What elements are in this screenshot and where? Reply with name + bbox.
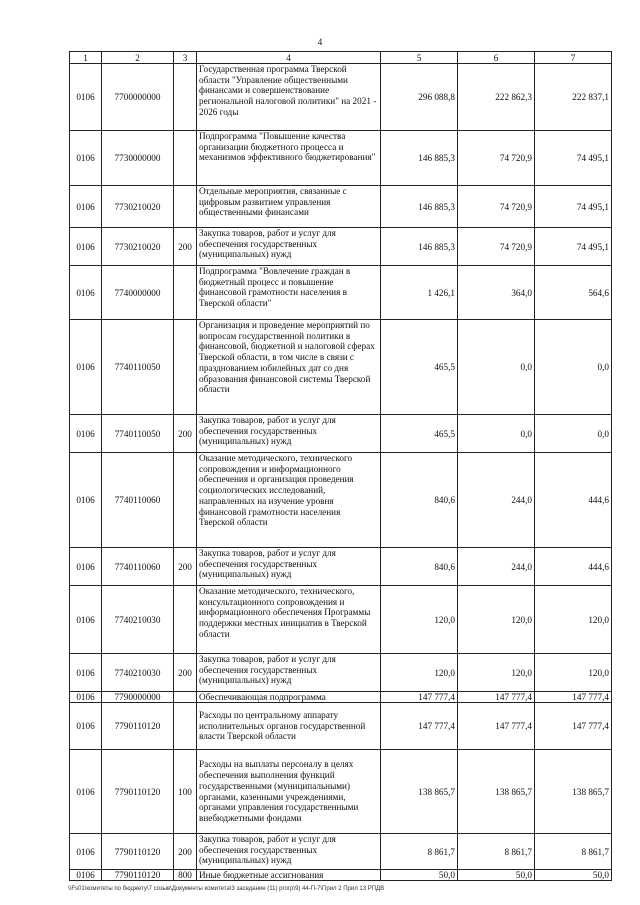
amount-col6: 364,0 bbox=[458, 266, 535, 320]
amount-col6: 74 720,9 bbox=[458, 228, 535, 266]
amount-col5: 146 885,3 bbox=[381, 131, 458, 186]
table-row bbox=[70, 64, 612, 131]
footer-file-path: \\Fs01\комитеты по бюджету\7 созыв\Документы комитета\3 заседание (11) ргогр\9) 44-П-7\Прил 2 Прил 13 РПДВ bbox=[68, 886, 385, 892]
expense-type bbox=[174, 266, 197, 320]
row-description: Закупка товаров, работ и услуг для обеспечения государственных (муниципальных) нужд bbox=[197, 654, 381, 692]
amount-col7: 74 495,1 bbox=[535, 186, 612, 228]
target-code: 7740110050 bbox=[102, 320, 174, 415]
section-code: 0106 bbox=[70, 654, 102, 692]
row-description: Государственная программа Тверской области "Управление общественными финансами и совершенствование региональной налоговой политики" на 2021 - 2026 годы bbox=[197, 64, 381, 131]
row-description: Оказание методического, технического сопровождения и информационного обеспечения и организация проведения социологических исследований, направленных на изучение уровня финансовой грамотности населения Тверской области bbox=[197, 453, 381, 548]
expense-type bbox=[174, 692, 197, 703]
amount-col7: 120,0 bbox=[535, 654, 612, 692]
amount-col7: 50,0 bbox=[535, 870, 612, 881]
target-code: 7740110060 bbox=[102, 453, 174, 548]
amount-col7: 444,6 bbox=[535, 453, 612, 548]
col-header-7: 7 bbox=[535, 52, 612, 64]
amount-col5: 840,6 bbox=[381, 453, 458, 548]
section-code: 0106 bbox=[70, 834, 102, 870]
section-code: 0106 bbox=[70, 870, 102, 881]
section-code: 0106 bbox=[70, 320, 102, 415]
section-code: 0106 bbox=[70, 64, 102, 131]
amount-col7: 0,0 bbox=[535, 320, 612, 415]
amount-col7: 444,6 bbox=[535, 548, 612, 586]
row-description: Обеспечивающая подпрограмма bbox=[197, 692, 381, 703]
amount-col5: 147 777,4 bbox=[381, 692, 458, 703]
table-row bbox=[70, 654, 612, 692]
section-code: 0106 bbox=[70, 548, 102, 586]
col-header-5: 5 bbox=[381, 52, 458, 64]
amount-col6: 244,0 bbox=[458, 548, 535, 586]
section-code: 0106 bbox=[70, 186, 102, 228]
target-code: 7790110120 bbox=[102, 870, 174, 881]
header-row bbox=[70, 52, 612, 64]
target-code: 7730210020 bbox=[102, 228, 174, 266]
amount-col6: 222 862,3 bbox=[458, 64, 535, 131]
amount-col7: 147 777,4 bbox=[535, 703, 612, 750]
expense-type: 200 bbox=[174, 415, 197, 453]
table-row bbox=[70, 415, 612, 453]
table-row bbox=[70, 703, 612, 750]
row-description: Организация и проведение мероприятий по вопросам государственной политики в финансовой, бюджетной и налоговой сферах Тверской области, в том числе в связи с празднованием юбилейных дат со дня образования финансовой системы Тверской области bbox=[197, 320, 381, 415]
amount-col5: 147 777,4 bbox=[381, 703, 458, 750]
section-code: 0106 bbox=[70, 692, 102, 703]
section-code: 0106 bbox=[70, 266, 102, 320]
expense-type bbox=[174, 453, 197, 548]
amount-col5: 146 885,3 bbox=[381, 228, 458, 266]
row-description: Подпрограмма "Повышение качества организации бюджетного процесса и механизмов эффективного бюджетирования" bbox=[197, 131, 381, 186]
amount-col5: 146 885,3 bbox=[381, 186, 458, 228]
amount-col6: 120,0 bbox=[458, 654, 535, 692]
table-row bbox=[70, 320, 612, 415]
page-number: 4 bbox=[317, 37, 323, 47]
amount-col5: 50,0 bbox=[381, 870, 458, 881]
amount-col7: 0,0 bbox=[535, 415, 612, 453]
target-code: 7790000000 bbox=[102, 692, 174, 703]
target-code: 7790110120 bbox=[102, 834, 174, 870]
table-row bbox=[70, 453, 612, 548]
row-description: Расходы по центральному аппарату исполнительных органов государственной власти Тверской области bbox=[197, 703, 381, 750]
amount-col7: 138 865,7 bbox=[535, 750, 612, 834]
section-code: 0106 bbox=[70, 415, 102, 453]
expense-type: 800 bbox=[174, 870, 197, 881]
expense-type: 200 bbox=[174, 228, 197, 266]
target-code: 7700000000 bbox=[102, 64, 174, 131]
amount-col7: 564,6 bbox=[535, 266, 612, 320]
amount-col6: 147 777,4 bbox=[458, 692, 535, 703]
section-code: 0106 bbox=[70, 131, 102, 186]
amount-col7: 74 495,1 bbox=[535, 131, 612, 186]
amount-col6: 74 720,9 bbox=[458, 131, 535, 186]
amount-col5: 296 088,8 bbox=[381, 64, 458, 131]
target-code: 7730210020 bbox=[102, 186, 174, 228]
amount-col5: 120,0 bbox=[381, 654, 458, 692]
col-header-1: 1 bbox=[70, 52, 102, 64]
target-code: 7740110060 bbox=[102, 548, 174, 586]
target-code: 7730000000 bbox=[102, 131, 174, 186]
expense-type bbox=[174, 131, 197, 186]
amount-col6: 138 865,7 bbox=[458, 750, 535, 834]
row-description: Оказание методического, технического, консультационного сопровождения и информационного обеспечения Программы поддержки местных инициатив в Тверской области bbox=[197, 586, 381, 654]
expense-type: 200 bbox=[174, 654, 197, 692]
section-code: 0106 bbox=[70, 228, 102, 266]
amount-col7: 74 495,1 bbox=[535, 228, 612, 266]
row-description: Расходы на выплаты персоналу в целях обеспечения выполнения функций государственными (муниципальными) органами, казенными учреждениями, органами управления государственными внебюджетными фондами bbox=[197, 750, 381, 834]
section-code: 0106 bbox=[70, 703, 102, 750]
col-header-2: 2 bbox=[102, 52, 174, 64]
amount-col5: 465,5 bbox=[381, 320, 458, 415]
amount-col6: 120,0 bbox=[458, 586, 535, 654]
amount-col6: 8 861,7 bbox=[458, 834, 535, 870]
col-header-4: 4 bbox=[197, 52, 381, 64]
target-code: 7740000000 bbox=[102, 266, 174, 320]
expense-type bbox=[174, 186, 197, 228]
table-row bbox=[70, 548, 612, 586]
amount-col5: 465,5 bbox=[381, 415, 458, 453]
amount-col6: 147 777,4 bbox=[458, 703, 535, 750]
section-code: 0106 bbox=[70, 453, 102, 548]
budget-table bbox=[69, 51, 612, 881]
amount-col5: 8 861,7 bbox=[381, 834, 458, 870]
table-row bbox=[70, 834, 612, 870]
expense-type: 200 bbox=[174, 548, 197, 586]
expense-type bbox=[174, 64, 197, 131]
expense-type bbox=[174, 586, 197, 654]
amount-col6: 50,0 bbox=[458, 870, 535, 881]
col-header-6: 6 bbox=[458, 52, 535, 64]
row-description: Закупка товаров, работ и услуг для обеспечения государственных (муниципальных) нужд bbox=[197, 548, 381, 586]
amount-col6: 244,0 bbox=[458, 453, 535, 548]
row-description: Подпрограмма "Вовлечение граждан в бюджетный процесс и повышение финансовой грамотности населения в Тверской области" bbox=[197, 266, 381, 320]
amount-col5: 840,6 bbox=[381, 548, 458, 586]
amount-col7: 222 837,1 bbox=[535, 64, 612, 131]
amount-col7: 120,0 bbox=[535, 586, 612, 654]
table-row bbox=[70, 131, 612, 186]
amount-col5: 138 865,7 bbox=[381, 750, 458, 834]
section-code: 0106 bbox=[70, 750, 102, 834]
amount-col5: 120,0 bbox=[381, 586, 458, 654]
row-description: Закупка товаров, работ и услуг для обеспечения государственных (муниципальных) нужд bbox=[197, 834, 381, 870]
expense-type bbox=[174, 703, 197, 750]
row-description: Иные бюджетные ассигнования bbox=[197, 870, 381, 881]
section-code: 0106 bbox=[70, 586, 102, 654]
amount-col6: 74 720,9 bbox=[458, 186, 535, 228]
row-description: Отдельные мероприятия, связанные с цифровым развитием управления общественными финансами bbox=[197, 186, 381, 228]
expense-type bbox=[174, 320, 197, 415]
expense-type: 200 bbox=[174, 834, 197, 870]
table-row bbox=[70, 266, 612, 320]
table-row bbox=[70, 750, 612, 834]
table-row bbox=[70, 870, 612, 881]
amount-col6: 0,0 bbox=[458, 415, 535, 453]
amount-col7: 8 861,7 bbox=[535, 834, 612, 870]
target-code: 7740210030 bbox=[102, 654, 174, 692]
row-description: Закупка товаров, работ и услуг для обеспечения государственных (муниципальных) нужд bbox=[197, 415, 381, 453]
target-code: 7790110120 bbox=[102, 703, 174, 750]
col-header-3: 3 bbox=[174, 52, 197, 64]
table-row bbox=[70, 586, 612, 654]
amount-col6: 0,0 bbox=[458, 320, 535, 415]
row-description: Закупка товаров, работ и услуг для обеспечения государственных (муниципальных) нужд bbox=[197, 228, 381, 266]
target-code: 7740210030 bbox=[102, 586, 174, 654]
amount-col7: 147 777,4 bbox=[535, 692, 612, 703]
table-row bbox=[70, 186, 612, 228]
expense-type: 100 bbox=[174, 750, 197, 834]
target-code: 7790110120 bbox=[102, 750, 174, 834]
target-code: 7740110050 bbox=[102, 415, 174, 453]
amount-col5: 1 426,1 bbox=[381, 266, 458, 320]
table-row bbox=[70, 692, 612, 703]
table-row bbox=[70, 228, 612, 266]
